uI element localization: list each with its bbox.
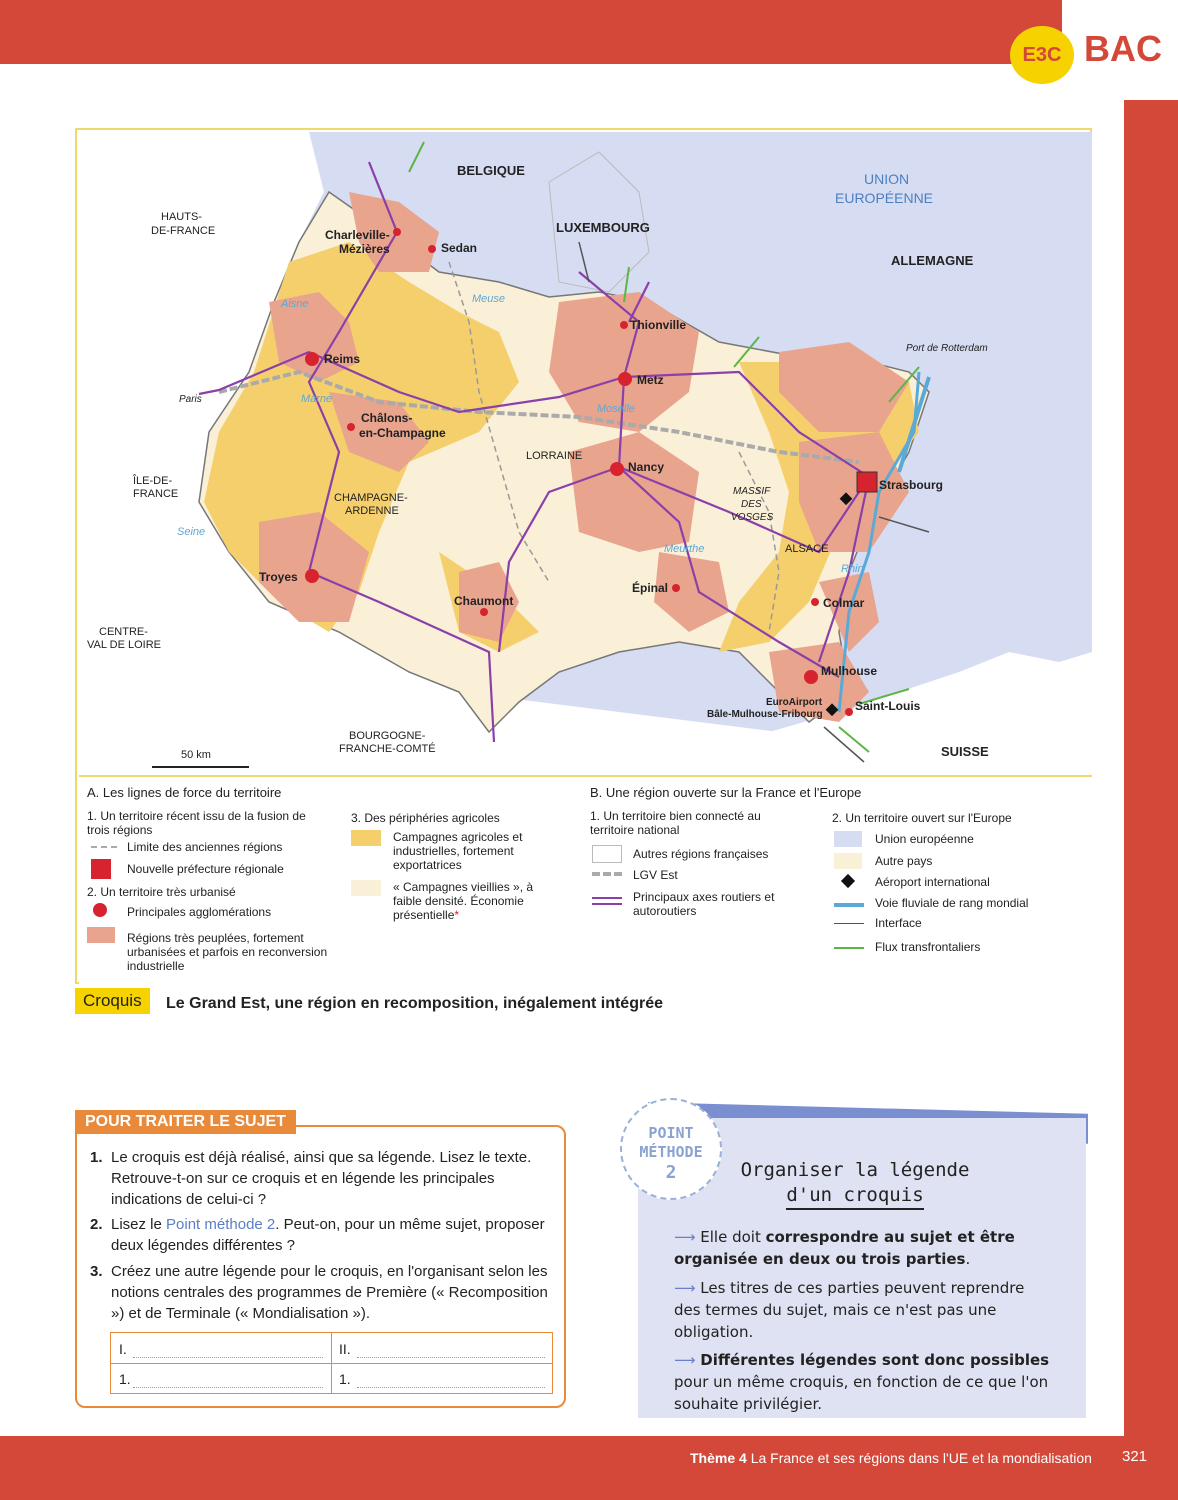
legend-a1-title: 1. Un territoire récent issu de la fusion de trois régions bbox=[87, 809, 306, 837]
label-vosges-1: MASSIF bbox=[733, 486, 771, 497]
label-bourgogne-2: FRANCHE-COMTÉ bbox=[339, 743, 436, 755]
label-idf-2: FRANCE bbox=[133, 488, 179, 500]
legend-b2-item3: Aéroport international bbox=[875, 875, 990, 889]
label-thionville: Thionville bbox=[630, 318, 687, 332]
legend-swatch-interface bbox=[834, 923, 864, 924]
arrow-icon: ⟶ bbox=[674, 1279, 701, 1297]
methode-point-1: ⟶ Elle doit correspondre au sujet et être organisée en deux ou trois parties. bbox=[674, 1228, 1015, 1268]
legend-a1-item1: Limite des anciennes régions bbox=[127, 840, 283, 854]
city-saint-louis bbox=[845, 708, 853, 716]
answer-line-2-2[interactable] bbox=[357, 1387, 545, 1388]
top-banner bbox=[0, 0, 1178, 64]
footer-theme: Thème 4 La France et ses régions dans l'UE et la mondialisation bbox=[690, 1450, 1092, 1466]
answer-table bbox=[110, 1332, 553, 1394]
label-champagne-1: CHAMPAGNE- bbox=[334, 492, 408, 504]
legend-a3-title: 3. Des périphéries agricoles bbox=[351, 811, 500, 825]
map-frame bbox=[75, 128, 1092, 984]
question-2: 2. Lisez le Point méthode 2. Peut-on, pour un même sujet, proposer deux légendes différentes ? bbox=[90, 1216, 545, 1254]
legend-b-title: B. Une région ouverte sur la France et l'Europe bbox=[590, 785, 862, 800]
label-hdf-2: DE-FRANCE bbox=[151, 225, 216, 237]
city-epinal bbox=[672, 584, 680, 592]
arrow-icon: ⟶ bbox=[674, 1351, 701, 1369]
legend-swatch-agglo bbox=[93, 903, 107, 917]
legend-swatch-urban bbox=[87, 927, 115, 943]
label-charleville-1: Charleville- bbox=[325, 228, 390, 242]
label-chaumont: Chaumont bbox=[454, 594, 514, 608]
legend-a1-item2: Nouvelle préfecture régionale bbox=[127, 862, 284, 876]
label-belgique: BELGIQUE bbox=[457, 163, 525, 178]
legend-a2-item1: Principales agglomérations bbox=[127, 905, 272, 919]
legend-swatch-limit bbox=[91, 846, 117, 848]
legend-b2-title: 2. Un territoire ouvert sur l'Europe bbox=[832, 811, 1012, 825]
label-nancy: Nancy bbox=[628, 460, 665, 474]
answer-cell-1-1: I. bbox=[119, 1341, 127, 1357]
label-suisse: SUISSE bbox=[941, 744, 989, 759]
label-saint-louis: Saint-Louis bbox=[855, 699, 921, 713]
city-thionville bbox=[620, 321, 628, 329]
legend-swatch-prefecture bbox=[91, 859, 111, 879]
legend-swatch-rural bbox=[351, 880, 381, 896]
label-euroairport-2: Bâle-Mulhouse-Fribourg bbox=[707, 709, 823, 720]
city-charleville bbox=[393, 228, 401, 236]
label-reims: Reims bbox=[324, 352, 361, 366]
city-strasbourg bbox=[857, 472, 877, 492]
city-chalons bbox=[347, 423, 355, 431]
label-marne: Marne bbox=[301, 393, 333, 405]
legend-a-title: A. Les lignes de force du territoire bbox=[87, 785, 282, 800]
label-chalons-1: Châlons- bbox=[361, 411, 413, 425]
label-idf-1: ÎLE-DE- bbox=[133, 475, 173, 487]
legend-b1-item2: LGV Est bbox=[633, 868, 678, 882]
label-luxembourg: LUXEMBOURG bbox=[556, 220, 650, 235]
legend-swatch-eu bbox=[834, 831, 862, 847]
label-bourgogne-1: BOURGOGNE- bbox=[349, 730, 426, 742]
label-hdf-1: HAUTS- bbox=[161, 211, 202, 223]
label-metz: Metz bbox=[637, 373, 664, 387]
methode-point-2: ⟶ Les titres de ces parties peuvent reprendre des termes du sujet, mais ce n'est pas une obligation. bbox=[674, 1279, 1025, 1341]
label-charleville-2: Mézières bbox=[339, 242, 390, 256]
point-methode-badge: POINT MÉTHODE 2 bbox=[620, 1098, 722, 1200]
e3c-badge: E3C bbox=[1010, 26, 1074, 84]
legend-a3-item2: « Campagnes vieillies », à faible densité. Économie présentielle* bbox=[393, 880, 534, 922]
sujet-heading: POUR TRAITER LE SUJET bbox=[75, 1110, 296, 1134]
legend-b1-title: 1. Un territoire bien connecté au territoire national bbox=[590, 809, 761, 837]
label-lorraine: LORRAINE bbox=[526, 450, 583, 462]
legend-b2-item4: Voie fluviale de rang mondial bbox=[875, 896, 1029, 910]
right-margin-band bbox=[1124, 64, 1178, 1436]
legend-a2-item2: Régions très peuplées, fortement urbanisées et parfois en reconversion industrielle bbox=[127, 931, 328, 973]
legend-swatch-other-country bbox=[834, 853, 862, 869]
legend-a3-item1: Campagnes agricoles et industrielles, fortement exportatrices bbox=[393, 830, 523, 872]
grand-est-map bbox=[79, 132, 1092, 775]
label-vosges-3: VOSGES bbox=[731, 512, 774, 523]
city-chaumont bbox=[480, 608, 488, 616]
legend-swatch-lgv bbox=[592, 872, 622, 876]
bac-label: BAC bbox=[1084, 28, 1162, 69]
point-methode-link[interactable]: Point méthode 2 bbox=[166, 1216, 276, 1233]
label-meuse: Meuse bbox=[472, 293, 506, 305]
label-strasbourg: Strasbourg bbox=[879, 478, 944, 492]
label-chalons-2: en-Champagne bbox=[359, 426, 446, 440]
label-champagne-2: ARDENNE bbox=[345, 505, 399, 517]
question-3: 3. Créez une autre légende pour le croquis, en l'organisant selon les notions centrales des programmes de Première (« Recomposition ») et de Terminale (« Mondialisation »). bbox=[90, 1263, 548, 1322]
label-aisne: Aisne bbox=[281, 298, 309, 310]
label-rotterdam: Port de Rotterdam bbox=[906, 343, 988, 354]
label-paris: Paris bbox=[179, 394, 202, 405]
bottom-banner bbox=[0, 1436, 1178, 1500]
methode-title: Organiser la légende d'un croquis bbox=[700, 1158, 1010, 1210]
legend-a2-title: 2. Un territoire très urbanisé bbox=[87, 885, 236, 899]
answer-line-2-1[interactable] bbox=[133, 1387, 323, 1388]
label-sedan: Sedan bbox=[441, 241, 478, 255]
question-1: 1. Le croquis est déjà réalisé, ainsi que sa légende. Lisez le texte. Retrouve-t-on sur ce croquis et en légende les principales indications de celui-ci ? bbox=[90, 1149, 532, 1208]
city-metz bbox=[618, 372, 632, 386]
answer-line-1-2[interactable] bbox=[357, 1357, 545, 1358]
legend-b1-item3: Principaux axes routiers et autoroutiers bbox=[633, 890, 775, 918]
label-allemagne: ALLEMAGNE bbox=[891, 253, 974, 268]
map-legend bbox=[79, 775, 1092, 986]
label-epinal: Épinal bbox=[632, 581, 669, 595]
label-alsace: ALSACE bbox=[785, 543, 829, 555]
city-reims bbox=[305, 352, 319, 366]
label-ue-1: UNION bbox=[864, 171, 910, 187]
city-sedan bbox=[428, 245, 436, 253]
label-mulhouse: Mulhouse bbox=[821, 664, 877, 678]
label-colmar: Colmar bbox=[823, 596, 865, 610]
legend-swatch-other-regions bbox=[592, 845, 622, 863]
answer-line-1-1[interactable] bbox=[133, 1357, 323, 1358]
label-rhin: Rhin bbox=[841, 563, 864, 575]
answer-cell-2-1: 1. bbox=[119, 1371, 131, 1387]
label-centre-2: VAL DE LOIRE bbox=[87, 639, 161, 651]
label-seine: Seine bbox=[177, 526, 206, 538]
legend-b1-item1: Autres régions françaises bbox=[633, 847, 769, 861]
legend-b2-item2: Autre pays bbox=[875, 854, 933, 868]
legend-swatch-flux bbox=[834, 947, 864, 949]
label-vosges-2: DES bbox=[741, 499, 762, 510]
label-meurthe: Meurthe bbox=[664, 543, 705, 555]
city-mulhouse bbox=[804, 670, 818, 684]
city-colmar bbox=[811, 598, 819, 606]
label-centre-1: CENTRE- bbox=[99, 626, 148, 638]
answer-cell-2-2: 1. bbox=[339, 1371, 351, 1387]
page-number: 321 bbox=[1122, 1448, 1148, 1465]
label-moselle: Moselle bbox=[597, 403, 635, 415]
arrow-icon: ⟶ bbox=[674, 1228, 701, 1246]
label-scale: 50 km bbox=[181, 749, 211, 761]
methode-point-3: ⟶ Différentes légendes sont donc possibles pour un même croquis, en fonction de ce que l'on souhaite privilégier. bbox=[674, 1351, 1050, 1413]
legend-swatch-airport bbox=[841, 874, 855, 888]
answer-cell-1-2: II. bbox=[339, 1341, 351, 1357]
label-euroairport-1: EuroAirport bbox=[766, 697, 823, 708]
caption-tag: Croquis bbox=[75, 988, 150, 1014]
label-troyes: Troyes bbox=[259, 570, 298, 584]
legend-b2-item6: Flux transfrontaliers bbox=[875, 940, 981, 954]
city-troyes bbox=[305, 569, 319, 583]
legend-swatch-river bbox=[834, 903, 864, 907]
legend-b2-item1: Union européenne bbox=[875, 832, 974, 846]
legend-swatch-agri bbox=[351, 830, 381, 846]
city-nancy bbox=[610, 462, 624, 476]
label-ue-2: EUROPÉENNE bbox=[835, 190, 934, 206]
legend-swatch-roads bbox=[592, 897, 622, 905]
legend-b2-item5: Interface bbox=[875, 916, 922, 930]
map-caption: Le Grand Est, une région en recomposition, inégalement intégrée bbox=[166, 995, 663, 1012]
